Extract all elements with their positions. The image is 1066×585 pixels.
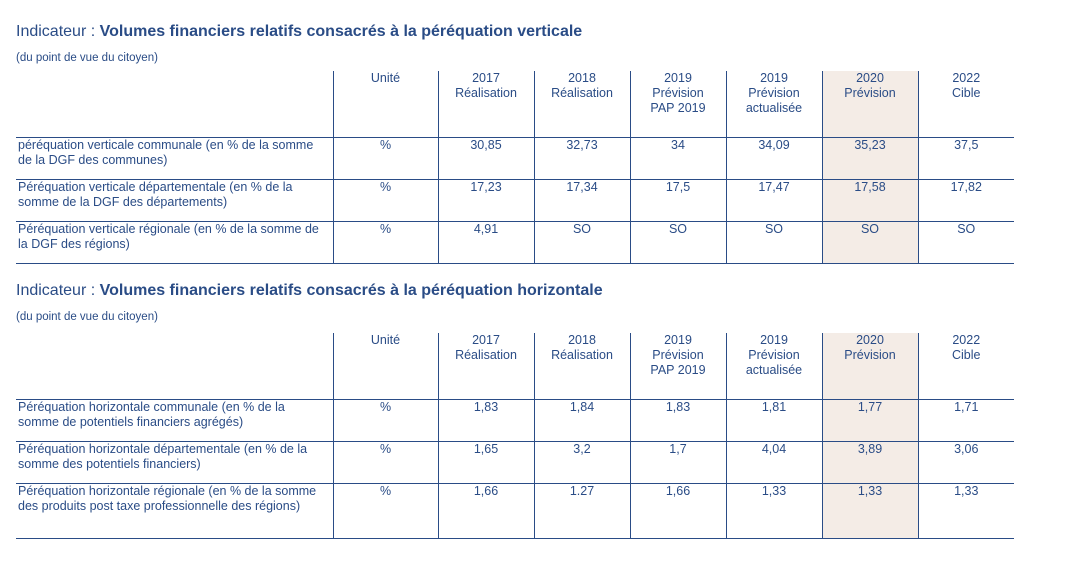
cell-2019-pap: SO: [630, 221, 726, 263]
table-row: [16, 399, 1014, 441]
header-2020-prevision: [822, 71, 918, 137]
indicator-title-name: Volumes financiers relatifs consacrés à la péréquation verticale: [99, 23, 583, 40]
cell-2020: 1,33: [822, 483, 918, 538]
header-2017-realisation: [438, 333, 534, 399]
header-text: 2022 Cible: [952, 333, 981, 362]
header-text: 2022 Cible: [952, 71, 981, 100]
header-2022-cible: [918, 71, 1014, 137]
cell-2017: 1,66: [438, 483, 534, 538]
row-label: Péréquation horizontale départementale (en % de la somme des potentiels financiers): [16, 441, 333, 483]
table-row: [16, 179, 1014, 221]
indicator-table: [16, 333, 1014, 539]
row-unit: %: [333, 221, 438, 263]
row-label: Péréquation verticale régionale (en % de la somme de la DGF des régions): [16, 221, 333, 263]
cell-2019-pap: 34: [630, 137, 726, 179]
header-blank-cell: [16, 333, 333, 399]
row-unit: %: [333, 137, 438, 179]
cell-2020: 35,23: [822, 137, 918, 179]
header-text: 2019 Prévision actualisée: [745, 333, 803, 377]
header-2019-prevision-actualisee: [726, 333, 822, 399]
indicator-title-prefix: Indicateur :: [16, 23, 100, 40]
table-row: [16, 441, 1014, 483]
cell-2020: 3,89: [822, 441, 918, 483]
header-text: 2020 Prévision: [844, 333, 896, 362]
cell-2022: 17,82: [950, 179, 982, 194]
header-unit: Unité: [333, 71, 438, 137]
header-unit: Unité: [333, 333, 438, 399]
cell-2017: 1,83: [438, 399, 534, 441]
cell-2019-pap: 1,7: [630, 441, 726, 483]
indicator-subtitle: (du point de vue du citoyen): [16, 311, 158, 323]
cell-2017: 1,65: [438, 441, 534, 483]
cell-2019-actualisee: SO: [726, 221, 822, 263]
cell-2020: 17,58: [822, 179, 918, 221]
header-text: 2019 Prévision actualisée: [745, 71, 803, 115]
cell-2019-pap: 17,5: [630, 179, 726, 221]
cell-2022: 1,71: [954, 399, 979, 414]
header-blank-cell: [16, 71, 333, 137]
indicator-table: [16, 71, 1014, 264]
row-label: Péréquation verticale départementale (en % de la somme de la DGF des départements): [16, 179, 333, 221]
cell-2018: 17,34: [534, 179, 630, 221]
cell-2022: SO: [957, 221, 976, 236]
table-row: [16, 483, 1014, 538]
header-2017-realisation: [438, 71, 534, 137]
header-text: 2019 Prévision PAP 2019: [650, 333, 706, 377]
table-header-row: [16, 333, 1014, 399]
row-unit: %: [333, 483, 438, 538]
indicator-section-vertical: [16, 22, 1014, 264]
header-2019-prevision-pap: [630, 333, 726, 399]
cell-2019-actualisee: 34,09: [726, 137, 822, 179]
cell-2017: 17,23: [438, 179, 534, 221]
row-unit: %: [333, 441, 438, 483]
table-row: [16, 221, 1014, 263]
header-text: 2017 Réalisation: [455, 333, 517, 362]
indicator-title-name: Volumes financiers relatifs consacrés à la péréquation horizontale: [99, 282, 603, 299]
cell-2022: 37,5: [954, 137, 979, 152]
table-row: [16, 137, 1014, 179]
cell-2017: 30,85: [438, 137, 534, 179]
header-2019-prevision-pap: [630, 71, 726, 137]
cell-2019-actualisee: 1,81: [726, 399, 822, 441]
cell-2018: 3,2: [534, 441, 630, 483]
cell-2020: SO: [822, 221, 918, 263]
cell-2018: 1.27: [534, 483, 630, 538]
indicator-subtitle: (du point de vue du citoyen): [16, 52, 158, 64]
row-label: Péréquation horizontale communale (en % de la somme de potentiels financiers agrégés): [16, 399, 333, 441]
indicator-title: [16, 22, 1014, 42]
row-unit: %: [333, 179, 438, 221]
cell-2018: 32,73: [534, 137, 630, 179]
cell-2019-pap: 1,83: [630, 399, 726, 441]
row-label: péréquation verticale communale (en % de la somme de la DGF des communes): [16, 137, 333, 179]
header-2018-realisation: [534, 333, 630, 399]
cell-2020: 1,77: [822, 399, 918, 441]
row-label: Péréquation horizontale régionale (en % de la somme des produits post taxe professionnelle des régions): [16, 483, 333, 538]
header-2019-prevision-actualisee: [726, 71, 822, 137]
cell-2018: 1,84: [534, 399, 630, 441]
header-2022-cible: [918, 333, 1014, 399]
cell-2019-actualisee: 1,33: [726, 483, 822, 538]
header-text: 2019 Prévision PAP 2019: [650, 71, 706, 115]
cell-2019-pap: 1,66: [630, 483, 726, 538]
cell-2017: 4,91: [438, 221, 534, 263]
header-text: 2018 Réalisation: [551, 333, 613, 362]
header-text: 2017 Réalisation: [455, 71, 517, 100]
indicator-title: [16, 281, 1014, 301]
indicator-section-horizontal: [16, 281, 1014, 539]
row-unit: %: [333, 399, 438, 441]
header-2020-prevision: [822, 333, 918, 399]
table-header-row: [16, 71, 1014, 137]
header-text: 2020 Prévision: [844, 71, 896, 100]
cell-2022: 1,33: [954, 483, 979, 498]
cell-2019-actualisee: 4,04: [726, 441, 822, 483]
cell-2019-actualisee: 17,47: [726, 179, 822, 221]
header-2018-realisation: [534, 71, 630, 137]
cell-2022: 3,06: [954, 441, 979, 456]
cell-2018: SO: [534, 221, 630, 263]
indicator-title-prefix: Indicateur :: [16, 282, 100, 299]
header-text: 2018 Réalisation: [551, 71, 613, 100]
